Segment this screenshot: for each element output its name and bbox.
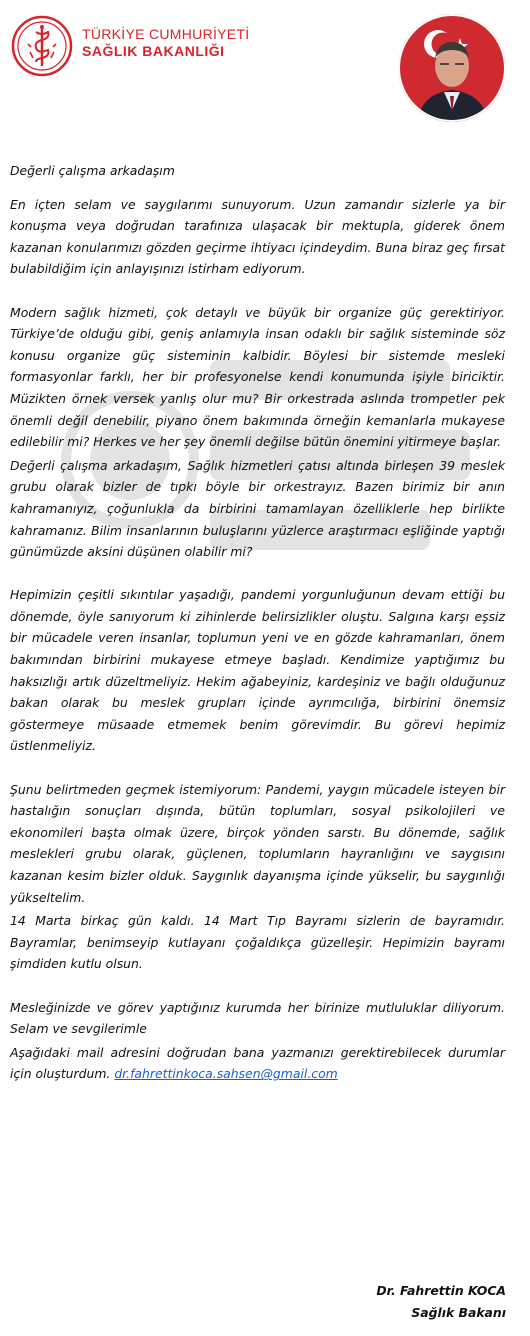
paragraph-2: Modern sağlık hizmeti, çok detaylı ve büyük bir organize güç gerektiriyor. Türkiye’de olduğu gibi, geniş anlamıyla insan odaklı bir sağlık sisteminde söz konusu organize güç sisteminin kalbidir. Böylesi bir sistemde mesleki formasyonlar farklı, her bir profesyonelse kendi konumunda işiyle biriciktir. Müzikten örnek versek yanlış olur mu? Bir orkestrada aslında trompetler pek önemli değil denebilir, piyano önem bakımında örneğin kemanlarla mukayese edilebilir mi? Herkes ve her şey önemli değilse bütün önemini yitirmeye başlar.	[10, 304, 505, 450]
final-paragraph-text: Aşağıdaki mail adresini doğrudan bana yazmanızı gerektirebilecek durumlar için oluşturdum.	[10, 1044, 505, 1082]
paragraph-3: Değerli çalışma arkadaşım, Sağlık hizmetleri çatısı altında birleşen 39 meslek grubu olarak bizler de tıpkı böyle bir orkestrayız. Bazen birimiz bir anın kahramanıyız, çoğunlukla da birbirini tamamlayan özelliklerle hep birlikte kahramanız. Bilim insanlarının buluşlarını yüzlerce araştırmacı eşliğinde yaptığı günümüzde aksini düşünen olabilir mi?	[10, 457, 505, 560]
paragraph-7: Mesleğinizde ve görev yaptığınız kurumda her birinize mutluluklar diliyorum. Selam ve sevgilerimle	[10, 999, 505, 1037]
ministry-logo-icon	[10, 14, 74, 78]
paragraph-8	[10, 1042, 505, 1085]
ministry-line-1: TÜRKİYE CUMHURİYETİ	[82, 26, 250, 42]
letterhead	[0, 0, 530, 150]
paragraph-4: Hepimizin çeşitli sıkıntılar yaşadığı, pandemi yorgunluğunun devam ettiği bu dönemde, öyle sanıyorum ki zihinlerde belirsizlikler oluştu. Salgına karşı eşsiz bir mücadele veren insanlar, toplumun yeni ve en gözde kahramanları, önem bakımından birbirini mukayese etmeye başladı. Kendimize yaptığımız bu haksızlığı artık düzeltmeliyiz. Hekim ağabeyiniz, kardeşiniz ve bağlı olduğunuz bakan olarak bu meslek grupları içinde ayrımcılığa, birbirini önemsiz göstermeye müsaade etmemek benim görevimdir. Bu görevi hepimiz üstlenmeliyiz.	[10, 587, 505, 754]
ministry-line-2: SAĞLIK BAKANLIĞI	[82, 43, 225, 59]
paragraph-5: Şunu belirtmeden geçmek istemiyorum: Pandemi, yaygın mücadele isteyen bir hastalığın sonuçları dışında, bütün toplumları, sosyal psikolojileri ve ekonomileri başta olmak üzere, birçok yönden sarstı. Bu dönemde, sağlık meslekleri grubu olarak, güçlenen, toplumların hayranlığını ve saygısını kazanan kesim bizler olduk. Saygınlık dayanışma içinde yükselir, bu saygınlığı yükseltelim.	[10, 781, 505, 905]
paragraph-1: En içten selam ve saygılarımı sunuyorum. Uzun zamandır sizlerle ya bir konuşma veya doğrudan tarafınıza ulaşacak bir mektupla, giderek önem kazanan konularımızı gözden geçirme ihtiyacı içindeydim. Buna biraz geç fırsat bulabildiğim için anlayışınızı istirham ediyorum.	[10, 196, 505, 277]
minister-portrait	[398, 14, 506, 122]
signature-title: Sağlık Bakanı	[411, 1305, 506, 1320]
signature-block	[376, 1280, 506, 1324]
paragraph-6: 14 Marta birkaç gün kaldı. 14 Mart Tıp Bayramı sizlerin de bayramıdır. Bayramlar, benimseyip kutlayanı çoğaldıkça güzelleşir. Hepimizin bayramı şimdiden kutlu olsun.	[10, 913, 505, 972]
email-link[interactable]: dr.fahrettinkoca.sahsen@gmail.com	[114, 1066, 338, 1082]
ministry-name	[82, 26, 250, 60]
salutation: Değerli çalışma arkadaşım	[10, 163, 175, 178]
letter-body	[10, 160, 505, 1085]
signature-name: Dr. Fahrettin KOCA	[376, 1283, 506, 1298]
